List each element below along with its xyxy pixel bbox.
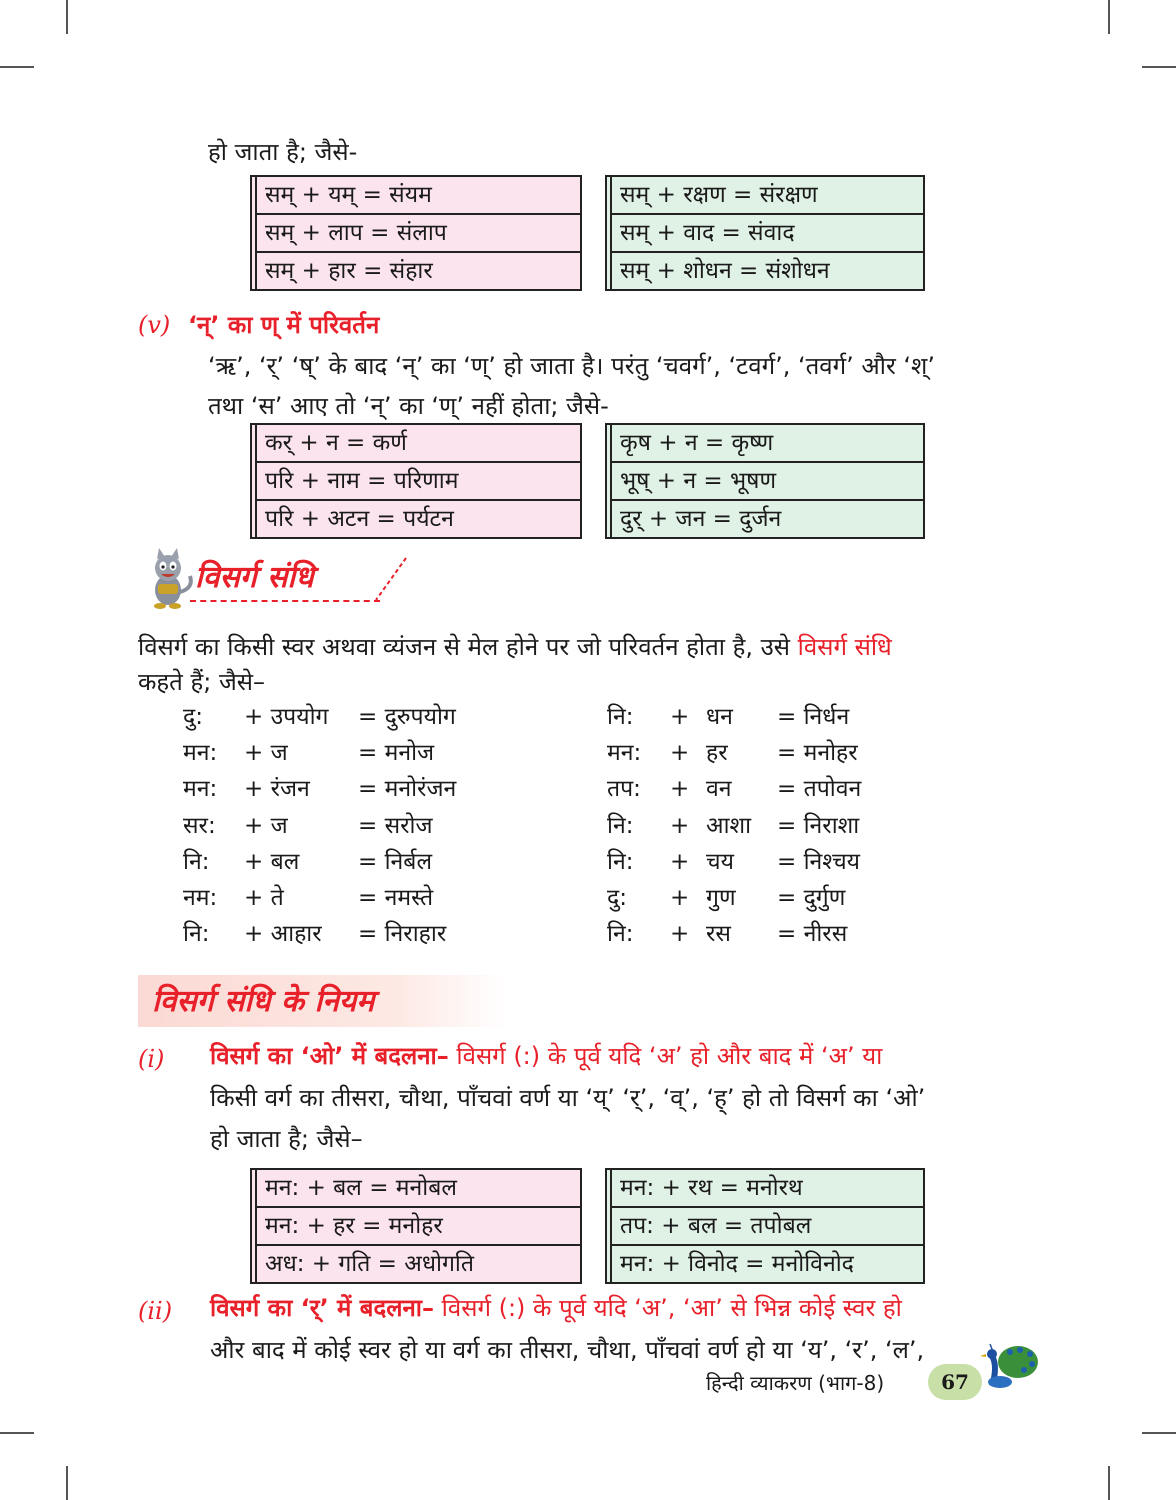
heading-underline [190, 600, 380, 602]
rule-i-line3: हो जाता है; जैसे– [210, 1125, 363, 1153]
example-result: = निर्बल [358, 848, 433, 875]
example-word: नम: [183, 885, 218, 911]
example-word: तप: [607, 776, 641, 803]
rule-ii-line2: और बाद में कोई स्वर हो या वर्ग का तीसरा, चौथा, पाँचवां वर्ण हो या ‘य’, ‘र’, ‘ल’, [210, 1336, 925, 1364]
example-result: = नीरस [777, 921, 848, 948]
crop-mark [0, 1432, 34, 1434]
crop-mark [0, 66, 34, 68]
example-word: दु: [183, 704, 203, 730]
example-plus: + [670, 885, 690, 911]
example-word: मन: [607, 740, 642, 767]
table-row: मन: + विनोद = मनोविनोद [610, 1246, 923, 1284]
table-row: सम् + यम् = संयम [255, 177, 580, 215]
example-term: आशा [706, 812, 752, 839]
example-plus-term: + ज [244, 740, 288, 767]
rule-i-numeral: (i) [138, 1045, 165, 1073]
rule-i-title: विसर्ग का ‘ओ’ में बदलना– [210, 1042, 449, 1070]
example-plus-term: + ते [244, 885, 284, 911]
example-result: = सरोज [358, 812, 433, 839]
example-result: = मनोरंजन [358, 776, 457, 803]
example-term: गुण [706, 885, 736, 911]
example-word: मन: [183, 776, 218, 803]
example-plus: + [670, 776, 690, 803]
table-row: परि + अटन = पर्यटन [255, 501, 580, 539]
example-result: = नमस्ते [358, 885, 434, 911]
example-word: मन: [183, 740, 218, 767]
table-o-right [605, 1168, 925, 1284]
section-v-line1: ‘ऋ’, ‘र्’ ‘ष्’ के बाद ‘न्’ का ‘ण्’ हो जाता है। परंतु ‘चवर्ग’, ‘टवर्ग’, ‘तवर्ग’ और ‘श्’ [208, 352, 935, 380]
example-term: धन [706, 704, 733, 730]
example-plus: + [670, 921, 690, 948]
table-row: तप: + बल = तपोबल [610, 1208, 923, 1246]
table-row: मन: + बल = मनोबल [255, 1170, 580, 1208]
example-result: = निर्धन [777, 704, 850, 730]
rules-heading: विसर्ग संधि के नियम [152, 984, 375, 1019]
example-result: = मनोज [358, 740, 435, 767]
example-plus: + [670, 848, 690, 875]
rule-i-line2: किसी वर्ग का तीसरा, चौथा, पाँचवां वर्ण या ‘य्’ ‘र्’, ‘व्’, ‘ह्’ हो तो विसर्ग का ‘ओ’ [210, 1084, 926, 1112]
example-result: = निराशा [777, 812, 860, 839]
definition-highlight: विसर्ग संधि [797, 633, 892, 661]
table-row: सम् + हार = संहार [255, 253, 580, 291]
table-row: सम् + रक्षण = संरक्षण [610, 177, 923, 215]
example-plus-term: + उपयोग [244, 704, 329, 730]
example-plus: + [670, 740, 690, 767]
visarg-heading: विसर्ग संधि [195, 560, 314, 595]
intro-line: हो जाता है; जैसे- [208, 138, 358, 166]
example-plus: + [670, 812, 690, 839]
example-plus-term: + आहार [244, 921, 322, 948]
section-title: ‘न्’ का ण् में परिवर्तन [187, 311, 380, 339]
crop-mark [66, 1466, 68, 1500]
footer-book-title: हिन्दी व्याकरण (भाग-8) [706, 1371, 885, 1395]
section-numeral: (v) [138, 311, 171, 339]
heading-slash-decoration [370, 556, 410, 602]
example-word: नि: [607, 848, 634, 875]
table-sam-left [250, 175, 582, 291]
example-result: = तपोवन [777, 776, 862, 803]
section-v-heading [138, 310, 379, 340]
crop-mark [1142, 66, 1176, 68]
table-n-left [250, 423, 582, 539]
rule-i-text: विसर्ग (:) के पूर्व यदि ‘अ’ हो और बाद में ‘अ’ या [448, 1042, 883, 1070]
table-row: अध: + गति = अधोगति [255, 1246, 580, 1284]
table-row: भूष् + न = भूषण [610, 463, 923, 501]
example-term: चय [706, 848, 734, 875]
table-n-right [605, 423, 925, 539]
example-word: नि: [607, 812, 634, 839]
example-word: सर: [183, 812, 216, 839]
peacock-icon [978, 1342, 1040, 1390]
crop-mark [1108, 1466, 1110, 1500]
table-row: सम् + वाद = संवाद [610, 215, 923, 253]
example-result: = मनोहर [777, 740, 858, 767]
example-word: नि: [183, 848, 210, 875]
example-result: = दुर्गुण [777, 885, 846, 911]
table-sam-right [605, 175, 925, 291]
example-result: = निश्चय [777, 848, 861, 875]
example-plus-term: + रंजन [244, 776, 310, 803]
rule-ii-text: विसर्ग (:) के पूर्व यदि ‘अ’, ‘आ’ से भिन्न कोई स्वर हो [434, 1294, 902, 1322]
table-row: सम् + लाप = संलाप [255, 215, 580, 253]
example-term: वन [706, 776, 732, 803]
table-row: सम् + शोधन = संशोधन [610, 253, 923, 291]
table-row: मन: + हर = मनोहर [255, 1208, 580, 1246]
definition-text: विसर्ग का किसी स्वर अथवा व्यंजन से मेल होने पर जो परिवर्तन होता है, उसे [138, 633, 798, 661]
page-number: 67 [928, 1364, 982, 1400]
example-word: नि: [183, 921, 210, 948]
visarg-definition-line1 [138, 632, 892, 662]
rule-i-line1 [210, 1041, 882, 1071]
section-v-line2: तथा ‘स’ आए तो ‘न्’ का ‘ण्’ नहीं होता; जैसे- [208, 392, 609, 420]
example-term: हर [706, 740, 728, 767]
example-word: नि: [607, 921, 634, 948]
rule-ii-title: विसर्ग का ‘र्’ में बदलना– [210, 1294, 435, 1322]
table-row: मन: + रथ = मनोरथ [610, 1170, 923, 1208]
example-result: = निराहार [358, 921, 447, 948]
rule-ii-line1 [210, 1293, 902, 1323]
example-plus: + [670, 704, 690, 730]
example-plus-term: + ज [244, 812, 288, 839]
crop-mark [1108, 0, 1110, 34]
example-word: दु: [607, 885, 627, 911]
example-result: = दुरुपयोग [358, 704, 456, 730]
table-row: परि + नाम = परिणाम [255, 463, 580, 501]
table-row: कृष + न = कृष्ण [610, 425, 923, 463]
visarg-definition-line2: कहते हैं; जैसे– [138, 668, 265, 696]
crop-mark [66, 0, 68, 34]
example-word: नि: [607, 704, 634, 730]
example-term: रस [706, 921, 731, 948]
table-o-left [250, 1168, 582, 1284]
rule-ii-numeral: (ii) [138, 1297, 173, 1325]
example-plus-term: + बल [244, 848, 300, 875]
crop-mark [1142, 1432, 1176, 1434]
table-row: दुर् + जन = दुर्जन [610, 501, 923, 539]
table-row: कर् + न = कर्ण [255, 425, 580, 463]
